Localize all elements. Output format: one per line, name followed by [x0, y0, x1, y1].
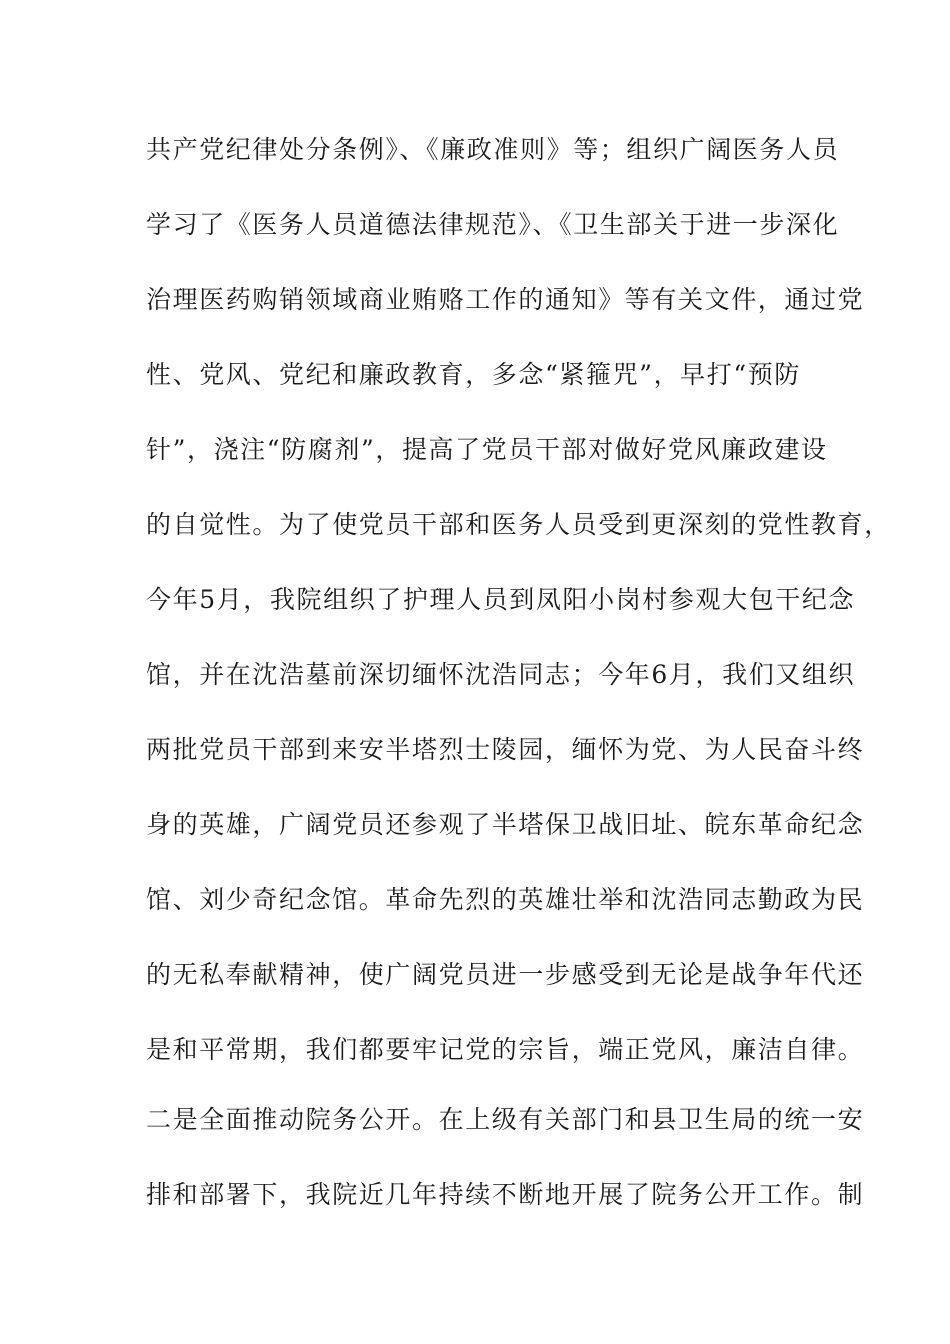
text-line: 的无私奉献精神，使广阔党员进一步感受到无论是战争年代还 [146, 960, 865, 989]
text-line: 学习了《医务人员道德法律规范》、《卫生部关于进一步深化 [146, 210, 840, 239]
text-line: 性、党风、党纪和廉政教育，多念“紧箍咒”，早打“预防 [146, 360, 801, 389]
text-line: 针”，浇注“防腐剂”，提高了党员干部对做好党风廉政建设 [146, 435, 828, 464]
text-line: 二是全面推动院务公开。在上级有关部门和县卫生局的统一安 [146, 1105, 865, 1134]
text-line: 共产党纪律处分条例》、《廉政准则》等；组织广阔医务人员 [146, 135, 840, 164]
text-line: 馆，并在沈浩墓前深切缅怀沈浩同志；今年6月，我们又组织 [146, 660, 856, 689]
text-line: 的自觉性。为了使党员干部和医务人员受到更深刻的党性教育， [146, 510, 891, 539]
text-line: 今年5月，我院组织了护理人员到凤阳小岗村参观大包干纪念 [146, 585, 856, 614]
text-line: 排和部署下，我院近几年持续不断地开展了院务公开工作。制 [146, 1180, 865, 1209]
text-line: 治理医药购销领域商业贿赂工作的通知》等有关文件，通过党 [146, 285, 865, 314]
text-line: 两批党员干部到来安半塔烈士陵园，缅怀为党、为人民奋斗终 [146, 735, 865, 764]
text-line: 身的英雄，广阔党员还参观了半塔保卫战旧址、皖东革命纪念 [146, 810, 865, 839]
text-line: 是和平常期，我们都要牢记党的宗旨，端正党风，廉洁自律。 [146, 1035, 865, 1064]
text-line: 馆、刘少奇纪念馆。革命先烈的英雄壮举和沈浩同志勤政为民 [146, 885, 865, 914]
